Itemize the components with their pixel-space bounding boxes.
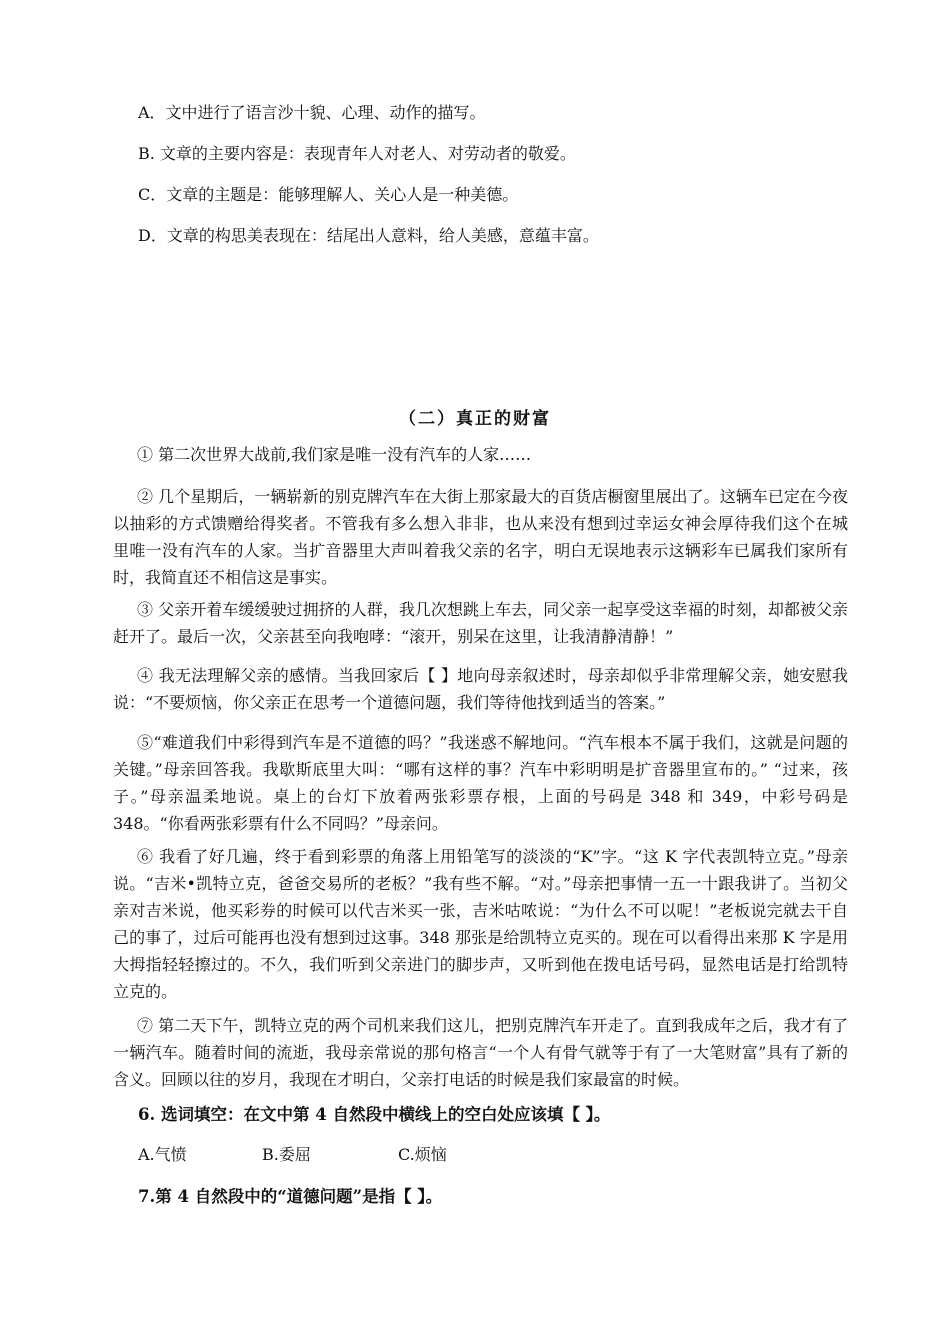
paragraph-6 [113, 843, 848, 1005]
question-6-option-b: B.委屈 [262, 1145, 311, 1164]
question-7: 7.第 4 自然段中的“道德问题”是指【 】。 [138, 1187, 443, 1206]
question-6-option-a: A.气愤 [138, 1145, 187, 1164]
paragraph-3 [113, 596, 848, 650]
question-6-options [138, 1145, 447, 1165]
paragraph-text: ① 第二次世界大战前,我们家是唯一没有汽车的人家…… [137, 445, 532, 464]
question-6-option-c: C.烦恼 [398, 1145, 447, 1164]
section-title: （二）真正的财富 [399, 409, 551, 429]
paragraph-7 [113, 1012, 848, 1093]
option-a: A．文中进行了语言沙十貌、心理、动作的描写。 [138, 103, 486, 122]
question-6: 6. 选词填空：在文中第 4 自然段中横线上的空白处应该填【 】。 [138, 1105, 611, 1124]
paragraph-text: ② 几个星期后，一辆崭新的别克牌汽车在大街上那家最大的百货店橱窗里展出了。这辆车已定在今夜以抽彩的方式馈赠给得奖者。不管我有多么想入非非，也从来没有想到过幸运女神会厚待我们这个在城里唯一没有汽车的人家。当扩音器里大声叫着我父亲的名字，明白无误地表示这辆彩车已属我们家所有时，我简直还不相信这是事实。 [113, 487, 848, 587]
option-d: D．文章的构思美表现在：结尾出人意料，给人美感，意蕴丰富。 [138, 226, 599, 245]
option-b: B. 文章的主要内容是：表现青年人对老人、对劳动者的敬爱。 [138, 144, 576, 163]
option-c: C．文章的主题是：能够理解人、关心人是一种美德。 [138, 185, 519, 204]
paragraph-text: ⑤“难道我们中彩得到汽车是不道德的吗？”我迷惑不解地问。“汽车根本不属于我们，这就是问题的关键。”母亲回答我。我歇斯底里大叫：“哪有这样的事？汽车中彩明明是扩音器里宣布的。” “过来，孩子。”母亲温柔地说。桌上的台灯下放着两张彩票存根，上面的号码是 348 和 349，中彩号码是 348。“你看两张彩票有什么不同吗？”母亲问。 [113, 733, 848, 833]
paragraph-1 [113, 441, 848, 468]
paragraph-text: ⑦ 第二天下午，凯特立克的两个司机来我们这儿，把别克牌汽车开走了。直到我成年之后，我才有了一辆汽车。随着时间的流逝，我母亲常说的那句格言“一个人有骨气就等于有了一大笔财富”具有了新的含义。回顾以往的岁月，我现在才明白，父亲打电话的时候是我们家最富的时候。 [113, 1016, 848, 1089]
paragraph-text: ⑥ 我看了好几遍，终于看到彩票的角落上用铅笔写的淡淡的“K”字。“这 K 字代表凯特立克。”母亲说。“吉米•凯特立克，爸爸交易所的老板？”我有些不解。“对。”母亲把事情一五一十跟我讲了。当初父亲对吉米说，他买彩券的时候可以代吉米买一张，吉米咕哝说：“为什么不可以呢！”老板说完就去干自己的事了，过后可能再也没有想到过这事。348 那张是给凯特立克买的。现在可以看得出来那 K 字是用大拇指轻轻擦过的。不久，我们听到父亲进门的脚步声，又听到他在拨电话号码，显然电话是打给凯特立克的。 [113, 847, 848, 1001]
paragraph-4 [113, 662, 848, 716]
paragraph-text: ④ 我无法理解父亲的感情。当我回家后【 】地向母亲叙述时，母亲却似乎非常理解父亲，她安慰我说：“不要烦恼，你父亲正在思考一个道德问题，我们等待他找到适当的答案。” [113, 666, 848, 712]
paragraph-5 [113, 729, 848, 837]
paragraph-2 [113, 483, 848, 591]
paragraph-text: ③ 父亲开着车缓缓驶过拥挤的人群，我几次想跳上车去，同父亲一起享受这幸福的时刻，却都被父亲赶开了。最后一次，父亲甚至向我咆哮：“滚开，别呆在这里，让我清静清静！” [113, 600, 848, 646]
